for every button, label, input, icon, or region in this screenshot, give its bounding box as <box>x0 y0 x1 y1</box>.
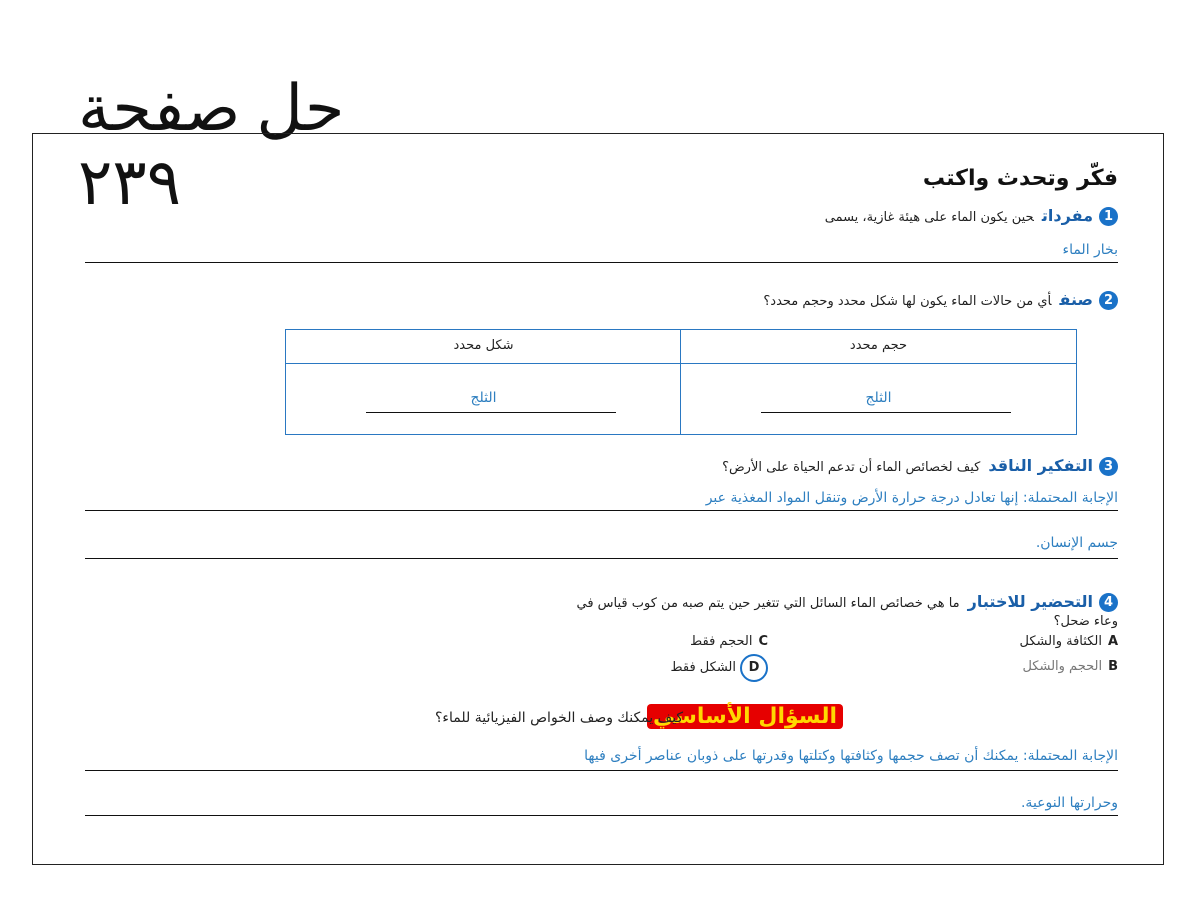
question-1 <box>825 206 1118 226</box>
question-3-text: كيف لخصائص الماء أن تدعم الحياة على الأرض؟ <box>722 460 981 475</box>
table-answer-volume: الثلج <box>865 390 892 406</box>
option-b-text: الحجم والشكل <box>1022 659 1103 674</box>
question-1-label: مفردات <box>1041 206 1093 225</box>
table-answer-line <box>366 412 616 413</box>
answer-line <box>85 262 1118 263</box>
page-title: حل صفحة ٢٣٩ <box>78 73 345 218</box>
question-3-answer-line-2: جسم الإنسان. <box>1035 535 1118 551</box>
option-c-text: الحجم فقط <box>690 634 753 649</box>
essential-answer-line-1: الإجابة المحتملة: يمكنك أن تصف حجمها وكثافتها وكتلتها وقدرتها على ذوبان عناصر أخرى فيها <box>584 748 1118 764</box>
answer-line <box>85 770 1118 771</box>
question-3 <box>722 456 1118 476</box>
answer-line <box>85 815 1118 816</box>
question-1-answer: بخار الماء <box>1062 242 1118 258</box>
question-4-text: ما هي خصائص الماء السائل التي تتغير حين يتم صبه من كوب قياس في <box>576 596 960 611</box>
option-a-text: الكثافة والشكل <box>1019 634 1102 649</box>
worksheet-frame <box>32 133 1164 865</box>
table-header-shape: شكل محدد <box>453 338 514 353</box>
answer-line <box>85 558 1118 559</box>
option-d-text: الشكل فقط <box>670 660 736 675</box>
option-c[interactable] <box>568 634 768 649</box>
option-c-letter: C <box>758 634 768 649</box>
question-3-answer-line-1: الإجابة المحتملة: إنها تعادل درجة حرارة الأرض وتنقل المواد المغذية عبر <box>705 490 1118 506</box>
question-2-text: أي من حالات الماء يكون لها شكل محدد وحجم محدد؟ <box>763 294 1052 309</box>
table-answer-line <box>761 412 1011 413</box>
option-d[interactable] <box>568 654 768 682</box>
question-2-label: صنف <box>1059 290 1093 309</box>
table-answer-shape: الثلج <box>470 390 497 406</box>
essential-question-badge: السؤال الأساسي <box>647 704 843 729</box>
option-a[interactable] <box>888 634 1118 649</box>
option-b-letter: B <box>1108 659 1118 674</box>
answer-line <box>85 510 1118 511</box>
question-4-number: 4 <box>1099 593 1118 612</box>
question-3-number: 3 <box>1099 457 1118 476</box>
section-heading: فكّر وتحدث واكتب <box>922 166 1118 191</box>
question-4 <box>577 592 1119 612</box>
option-a-letter: A <box>1107 634 1118 649</box>
option-d-selected-circle: D <box>740 654 768 682</box>
classification-table <box>285 329 1077 435</box>
option-b[interactable] <box>888 659 1118 674</box>
essential-answer-line-2: وحرارتها النوعية. <box>1020 795 1118 811</box>
question-1-number: 1 <box>1099 207 1118 226</box>
question-4-label: التحضير للاختبار <box>967 592 1093 611</box>
essential-question-text: كيف يمكنك وصف الخواص الفيزيائية للماء؟ <box>434 710 683 726</box>
question-4-text-continued: وعاء ضحل؟ <box>1053 614 1118 629</box>
question-3-label: التفكير الناقد <box>988 456 1093 475</box>
table-header-volume: حجم محدد <box>849 338 908 353</box>
question-2 <box>763 290 1118 310</box>
question-2-number: 2 <box>1099 291 1118 310</box>
question-1-text: حين يكون الماء على هيئة غازية، يسمى <box>824 210 1034 225</box>
